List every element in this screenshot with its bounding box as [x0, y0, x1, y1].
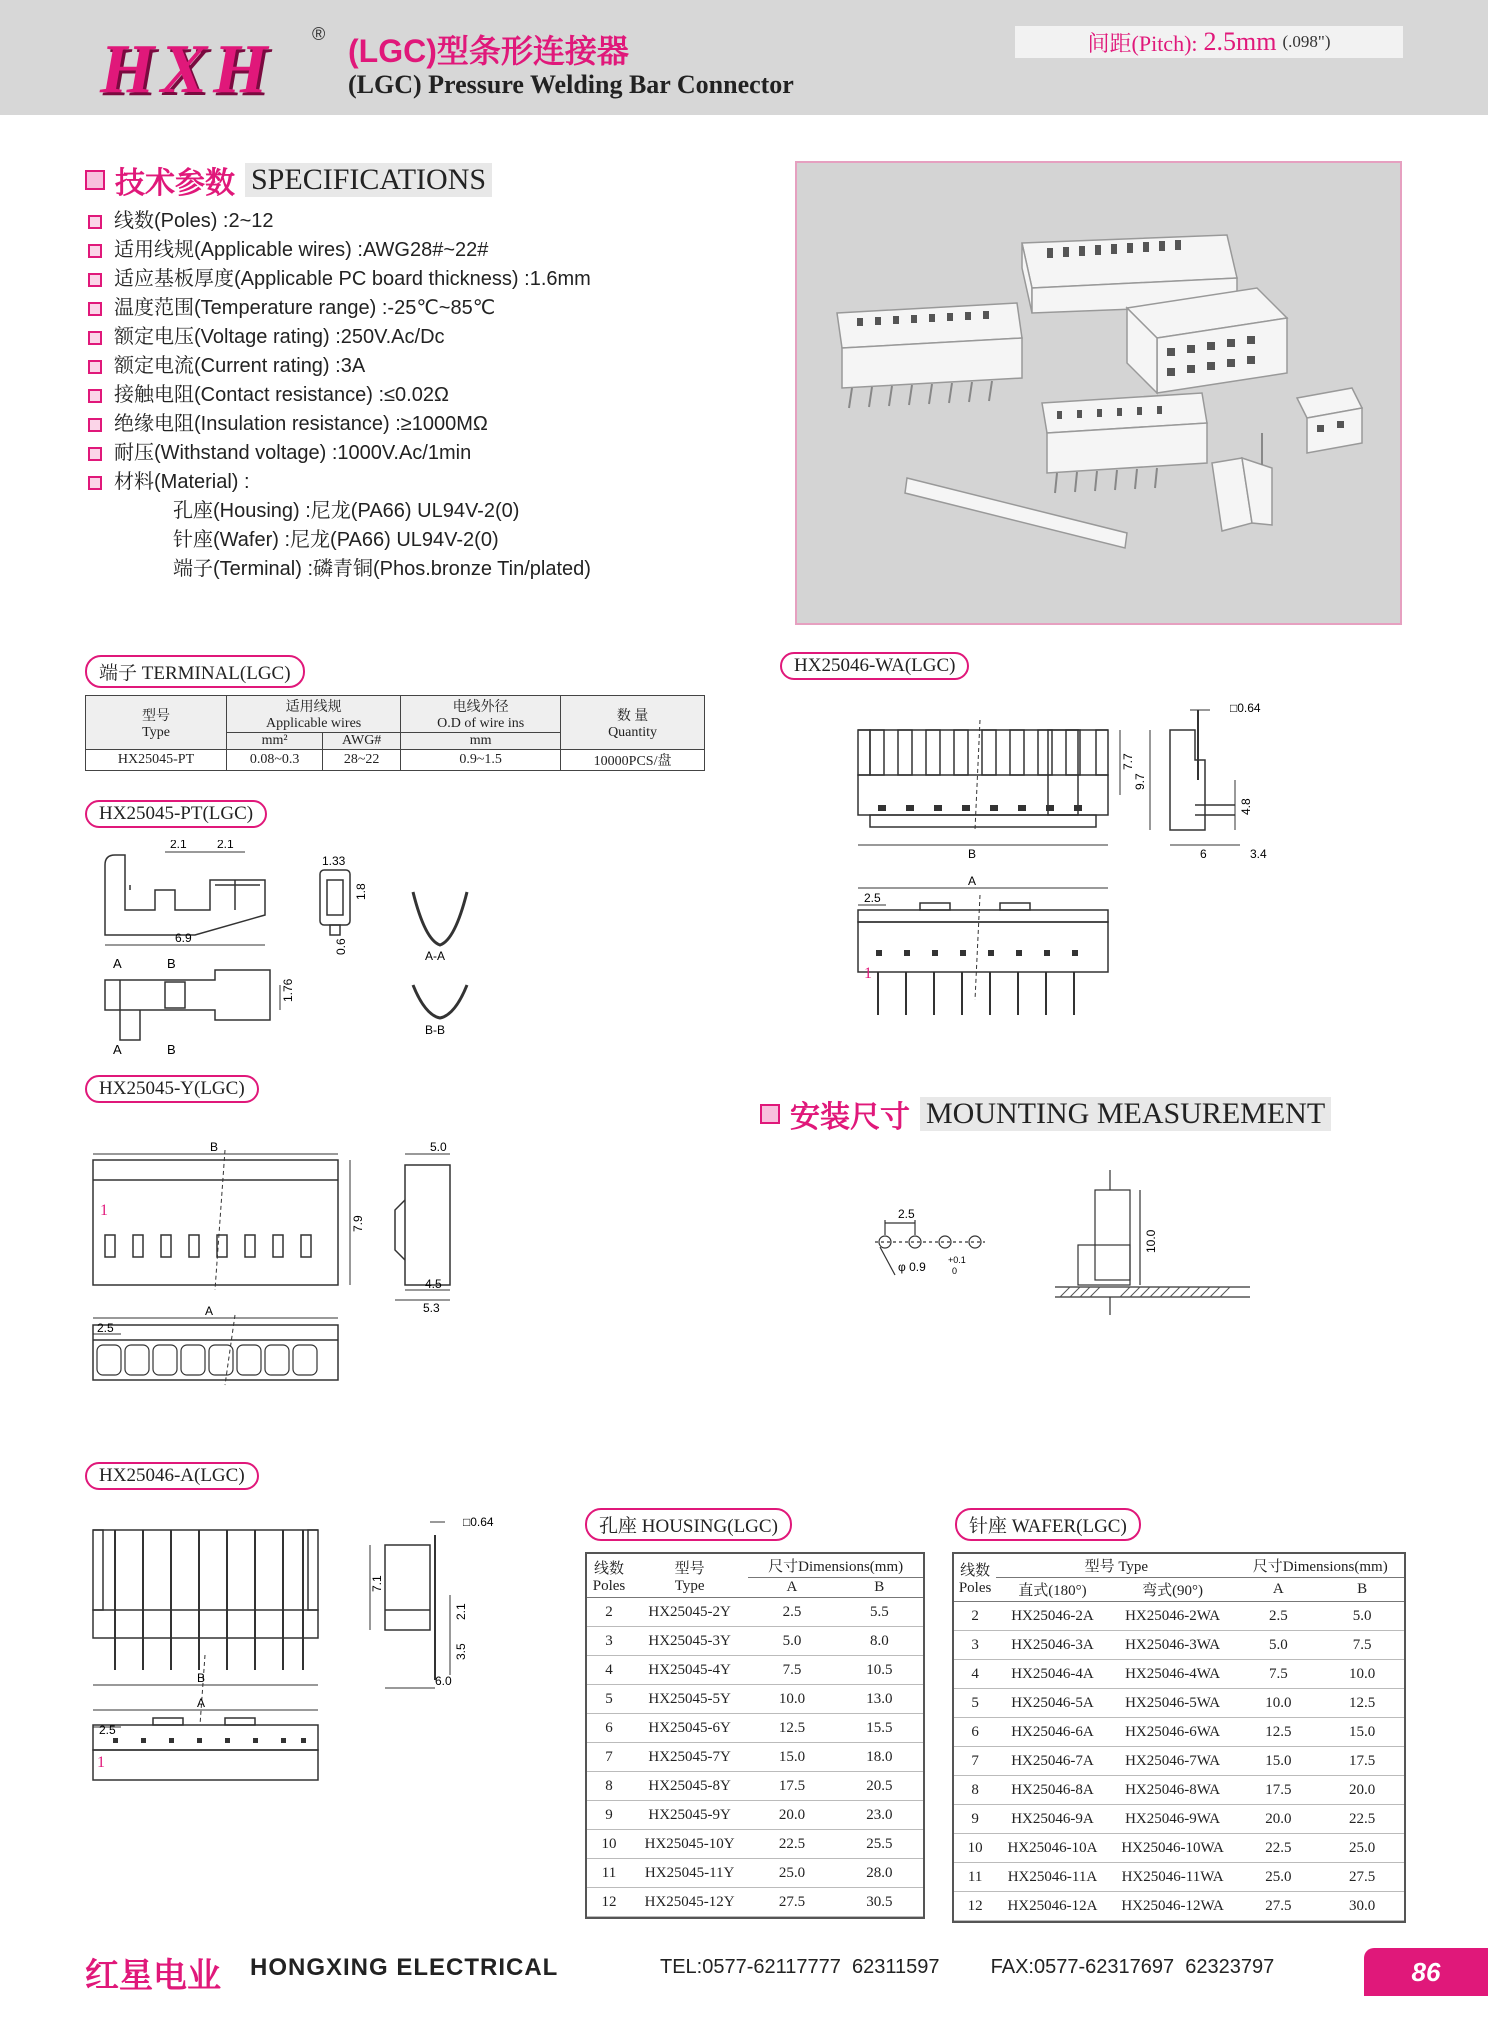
- dim-label: +0.1: [948, 1255, 966, 1265]
- square-bullet-icon: [88, 244, 102, 258]
- registered-mark: ®: [312, 24, 326, 44]
- specs-list: [88, 207, 591, 584]
- square-bullet-icon: [88, 273, 102, 287]
- spec-item: 温度范围(Temperature range) :-25℃~85℃: [88, 294, 591, 323]
- terminal-table: [85, 695, 705, 771]
- mounting-drawing: [870, 1165, 1270, 1345]
- wa-label: HX25046-WA(LGC): [780, 652, 969, 680]
- dim-label: 1.76: [281, 978, 295, 1002]
- square-bullet-icon: [88, 476, 102, 490]
- material-item: 孔座(Housing) :尼龙(PA66) UL94V-2(0): [173, 500, 520, 522]
- dim-label: □0.64: [1230, 701, 1261, 715]
- housing-table: [587, 1554, 923, 1917]
- table-row: 11 HX25046-11A HX25046-11WA 25.0 27.5: [954, 1863, 1404, 1892]
- terminal-label: 端子 TERMINAL(LGC): [85, 655, 305, 688]
- pin-one-marker: 1: [864, 965, 872, 982]
- dim-label: 0: [952, 1266, 958, 1276]
- housing-header-a: A: [748, 1578, 835, 1598]
- wafer-header-a: A: [1236, 1578, 1320, 1602]
- wafer-table-box: [952, 1552, 1406, 1923]
- dim-label: 6.0: [435, 1674, 452, 1688]
- footer-tel: TEL:0577-62117777 62311597: [660, 1956, 940, 1978]
- square-bullet-icon: [88, 389, 102, 403]
- square-bullet-icon: [88, 331, 102, 345]
- page-number: 86: [1364, 1948, 1488, 1996]
- mounting-heading-en: MOUNTING MEASUREMENT: [920, 1097, 1331, 1131]
- wafer-label: 针座 WAFER(LGC): [955, 1508, 1141, 1541]
- table-row: 3 HX25046-3A HX25046-3WA 5.0 7.5: [954, 1631, 1404, 1660]
- terminal-drawing: [95, 840, 515, 1060]
- table-row: 3 HX25045-3Y 5.0 8.0: [587, 1627, 923, 1656]
- table-row: 6 HX25046-6A HX25046-6WA 12.5 15.0: [954, 1718, 1404, 1747]
- spec-item: 接触电阻(Contact resistance) :≤0.02Ω: [88, 381, 591, 410]
- table-row: 12 HX25045-12Y 27.5 30.5: [587, 1888, 923, 1917]
- table-row: 12 HX25046-12A HX25046-12WA 27.5 30.0: [954, 1892, 1404, 1921]
- table-row: 5 HX25045-5Y 10.0 13.0: [587, 1685, 923, 1714]
- section-label: B: [167, 956, 176, 971]
- footer-company-en: HONGXING ELECTRICAL: [250, 1954, 559, 1981]
- dim-label: 2.5: [864, 891, 881, 905]
- a-label: HX25046-A(LGC): [85, 1462, 259, 1490]
- spec-item: 额定电流(Current rating) :3A: [88, 352, 591, 381]
- dim-label: φ 0.9: [898, 1260, 926, 1274]
- spec-item: 绝缘电阻(Insulation resistance) :≥1000MΩ: [88, 410, 591, 439]
- square-bullet-icon: [760, 1104, 780, 1124]
- table-row: HX25045-PT 0.08~0.3 28~22 0.9~1.5 10000PCS/盘: [86, 750, 705, 771]
- table-row: 5 HX25046-5A HX25046-5WA 10.0 12.5: [954, 1689, 1404, 1718]
- pt-label: HX25045-PT(LGC): [85, 800, 267, 828]
- table-row: 10 HX25045-10Y 22.5 25.5: [587, 1830, 923, 1859]
- footer-fax: FAX:0577-62317697 62323797: [990, 1956, 1275, 1978]
- y-label: HX25045-Y(LGC): [85, 1075, 259, 1103]
- table-row: 2 HX25046-2A HX25046-2WA 2.5 5.0: [954, 1602, 1404, 1631]
- section-label: A: [113, 1042, 122, 1057]
- dim-label: 1.33: [322, 854, 346, 868]
- housing-table-box: [585, 1552, 925, 1919]
- housing-header-type: 型号 Type: [631, 1554, 748, 1598]
- terminal-header-wire: 适用线规 Applicable wires: [227, 696, 401, 733]
- housing-header-poles: 线数 Poles: [587, 1554, 631, 1598]
- pin-one-marker: 1: [97, 1754, 105, 1771]
- dim-label: 3.4: [1250, 847, 1267, 861]
- pitch-inch: (.098"): [1282, 32, 1331, 51]
- wafer-header-b: B: [1320, 1578, 1404, 1602]
- dim-label: 7.7: [1121, 753, 1135, 770]
- table-row: 7 HX25045-7Y 15.0 18.0: [587, 1743, 923, 1772]
- housing-label: 孔座 HOUSING(LGC): [585, 1508, 792, 1541]
- dim-label: A: [197, 1696, 206, 1710]
- dim-label: 5.0: [430, 1140, 447, 1154]
- footer-contact: [660, 1956, 1274, 1979]
- table-row: 4 HX25046-4A HX25046-4WA 7.5 10.0: [954, 1660, 1404, 1689]
- square-bullet-icon: [88, 418, 102, 432]
- section-label: B: [167, 1042, 176, 1057]
- housing-drawing: [85, 1140, 465, 1400]
- spec-item: 线数(Poles) :2~12: [88, 207, 591, 236]
- wafer-header-dims: 尺寸Dimensions(mm): [1236, 1554, 1404, 1578]
- terminal-header-type: 型号 Type: [86, 696, 227, 750]
- housing-header-b: B: [836, 1578, 923, 1598]
- square-bullet-icon: [88, 215, 102, 229]
- dim-label: B: [968, 847, 977, 861]
- square-bullet-icon: [88, 360, 102, 374]
- footer-company-cn: 红星电业: [85, 1957, 221, 1995]
- product-photo: [795, 161, 1402, 625]
- pitch-box: [1015, 26, 1403, 58]
- spec-item: 适应基板厚度(Applicable PC board thickness) :1.6mm: [88, 265, 591, 294]
- dim-label: 1.8: [354, 883, 368, 900]
- terminal-header-qty: 数 量 Quantity: [561, 696, 705, 750]
- dim-label: 2.5: [97, 1321, 114, 1335]
- dim-label: A: [968, 874, 977, 888]
- dim-label: 0.6: [334, 938, 348, 955]
- dim-label: 9.7: [1133, 773, 1147, 790]
- table-row: 11 HX25045-11Y 25.0 28.0: [587, 1859, 923, 1888]
- terminal-header-od: 电线外径 O.D of wire ins: [401, 696, 561, 733]
- terminal-header-awg: AWG#: [323, 733, 401, 750]
- table-row: 10 HX25046-10A HX25046-10WA 22.5 25.0: [954, 1834, 1404, 1863]
- terminal-header-mm: mm: [401, 733, 561, 750]
- dim-label: 7.9: [351, 1215, 365, 1232]
- dim-label: 2.1: [217, 840, 234, 851]
- table-row: 4 HX25045-4Y 7.5 10.5: [587, 1656, 923, 1685]
- dim-label: 6.9: [175, 931, 192, 945]
- spec-item: 额定电压(Voltage rating) :250V.Ac/Dc: [88, 323, 591, 352]
- pitch-value: 2.5mm: [1203, 27, 1277, 56]
- table-row: 9 HX25046-9A HX25046-9WA 20.0 22.5: [954, 1805, 1404, 1834]
- section-label: A-A: [425, 949, 446, 963]
- spec-item: 材料(Material) :: [88, 468, 591, 497]
- mounting-heading-cn: 安装尺寸: [790, 1101, 910, 1134]
- dim-label: 3.5: [454, 1643, 468, 1660]
- table-row: 6 HX25045-6Y 12.5 15.5: [587, 1714, 923, 1743]
- table-row: 2 HX25045-2Y 2.5 5.5: [587, 1598, 923, 1627]
- table-row: 8 HX25046-8A HX25046-8WA 17.5 20.0: [954, 1776, 1404, 1805]
- material-item: 针座(Wafer) :尼龙(PA66) UL94V-2(0): [173, 529, 499, 551]
- dim-label: 2.5: [99, 1723, 116, 1737]
- table-row: 7 HX25046-7A HX25046-7WA 15.0 17.5: [954, 1747, 1404, 1776]
- dim-label: 2.5: [898, 1207, 915, 1221]
- dim-label: 4.5: [425, 1277, 442, 1291]
- dim-label: 10.0: [1144, 1229, 1158, 1253]
- specs-heading-cn: 技术参数: [115, 167, 235, 200]
- table-row: 8 HX25045-8Y 17.5 20.5: [587, 1772, 923, 1801]
- dim-label: A: [205, 1304, 214, 1318]
- section-label: A: [113, 956, 122, 971]
- spec-item: 适用线规(Applicable wires) :AWG28#~22#: [88, 236, 591, 265]
- dim-label: 6: [1200, 847, 1207, 861]
- wafer-header-bent: 弯式(90°): [1109, 1578, 1237, 1602]
- dim-label: B: [210, 1140, 219, 1154]
- pin-one-marker: 1: [100, 1202, 108, 1219]
- dim-label: 4.8: [1239, 798, 1253, 815]
- dim-label: B: [197, 1671, 206, 1685]
- dim-label: □0.64: [463, 1515, 494, 1529]
- brand-logo: HXH: [100, 31, 274, 108]
- housing-header-dims: 尺寸Dimensions(mm): [748, 1554, 923, 1578]
- specs-heading: [85, 158, 492, 202]
- title-en: (LGC) Pressure Welding Bar Connector: [348, 70, 794, 99]
- dim-label: 7.1: [370, 1575, 384, 1592]
- section-label: B-B: [425, 1023, 446, 1037]
- dim-label: 5.3: [423, 1301, 440, 1315]
- wafer-header-type: 型号 Type: [996, 1554, 1236, 1578]
- table-row: 9 HX25045-9Y 20.0 23.0: [587, 1801, 923, 1830]
- square-bullet-icon: [85, 170, 105, 190]
- specs-heading-en: SPECIFICATIONS: [245, 163, 492, 197]
- bent-wafer-drawing: [850, 700, 1300, 1040]
- spec-item: 耐压(Withstand voltage) :1000V.Ac/1min: [88, 439, 591, 468]
- connector-photo-illustration: [797, 163, 1400, 623]
- square-bullet-icon: [88, 447, 102, 461]
- straight-wafer-drawing: [85, 1510, 505, 1790]
- wafer-table: [954, 1554, 1404, 1921]
- mounting-heading: [760, 1092, 1331, 1136]
- wafer-header-poles: 线数 Poles: [954, 1554, 996, 1602]
- title-cn: (LGC)型条形连接器: [348, 33, 629, 69]
- terminal-header-mm2: mm²: [227, 733, 323, 750]
- wafer-header-straight: 直式(180°): [996, 1578, 1108, 1602]
- dim-label: 2.1: [454, 1603, 468, 1620]
- dim-label: 2.1: [170, 840, 187, 851]
- square-bullet-icon: [88, 302, 102, 316]
- pitch-label: 间距(Pitch):: [1087, 30, 1198, 56]
- material-item: 端子(Terminal) :磷青铜(Phos.bronze Tin/plated): [173, 558, 591, 580]
